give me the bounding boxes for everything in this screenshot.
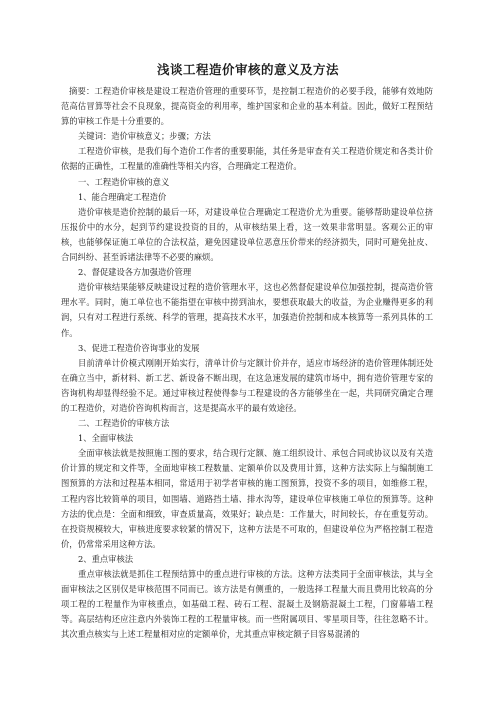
page-title: 浅谈工程造价审核的意义及方法 <box>156 62 339 77</box>
paragraph: 2、督促建设各方加强造价管理 <box>78 267 192 278</box>
paragraph: 工程造价审核，是我们每个造价工作者的重要职能，其任务是审查有关工程造价规定和各类计价依据的正确性，工程量的准确性等相关内容，合理确定工程造价。 <box>61 146 433 172</box>
paragraph: 造价审核结果能够反映建设过程的造价管理水平，这也必然督促建设单位加强控制，提高造价管理水平。同时，施工单位也不能指望在审核中捞到油水，要想获取最大的收益，为企业赚得更多的利润，只有对工程进行系统、科学的管理，提高技术水平，加强造价控制和成本核算等一系列具体的工作。 <box>61 282 433 338</box>
paragraph: 二、工程造价的审核方法 <box>78 418 170 429</box>
paragraph: 造价审核是造价控制的最后一环，对建设单位合理确定工程造价尤为重要。能够帮助建设单位挤压报价中的水分，起到节约建设投资的目的，从审核结果上看，这一效果非常明显。客观公正的审核，也能够保证施工单位的合法权益，避免因建设单位恶意压价带来的经济损失，同时可避免扯皮、合同纠纷、甚至诉诸法律等不必要的麻烦。 <box>61 206 433 263</box>
paragraph: 全面审核法就是按照施工图的要求，结合现行定额、施工组织设计、承包合同或协议以及有关造价计算的规定和文件等，全面地审核工程数量、定额单价以及费用计算，这种方法实际上与编制施工图预算的方法和过程基本相同，常适用于初学者审核的施工图预算，投资不多的项目，如维修工程，工程内容比较简单的项目，如围墙、道路挡土墙、排水沟等，建设单位审核施工单位的预算等。这种方法的优点是：全面和细致，审查质量高，效果好；缺点是：工作量大，时间较长，存在重复劳动。在投资规模较大，审核进度要求较紧的情况下，这种方法是不可取的，但建设单位为严格控制工程造价，仍常常采用这种方法。 <box>61 448 433 549</box>
paragraph: 重点审核法就是抓住工程预结算中的重点进行审核的方法。这种方法类同于全面审核法，其与全面审核法之区别仅是审核范围不同而已。该方法是有侧重的，一般选择工程量大而且费用比较高的分项工程的工程量作为审核重点，如基础工程、砖石工程、混凝土及钢筋混凝土工程，门窗幕墙工程等。高层结构还应注意内外装饰工程的工程量审核。而一些附属项目、零星项目等，往往忽略不计。其次重点核实与上述工程量相对应的定额单价，尤其重点审核定额子目容易混淆的 <box>61 569 433 640</box>
paragraph: 1、能合理确定工程造价 <box>78 191 167 202</box>
paragraph: 1、全面审核法 <box>78 433 134 444</box>
paragraph: 2、重点审核法 <box>78 553 134 564</box>
paragraph: 3、促进工程造价咨询事业的发展 <box>78 342 200 353</box>
paragraph: 摘要：工程造价审核是建设工程造价管理的重要环节，是控制工程造价的必要手段，能够有效地防范高估冒算等社会不良现象，提高资金的利用率，维护国家和企业的基本利益。因此，做好工程预结算的审核工作是十分重要的。 <box>61 86 433 127</box>
paragraph: 一、工程造价审核的意义 <box>78 176 170 187</box>
article-body <box>61 84 433 642</box>
paragraph: 目前清单计价模式刚刚开始实行，清单计价与定额计价并存，适应市场经济的造价管理体制还处在确立当中，新材料、新工艺、新设备不断出现，在这急速发展的建筑市场中，拥有造价管理专家的咨询机构却显得经验不足。通过审核过程使得参与工程建设的各方能够坐在一起，共同研究确定合理的工程造价，对造价咨询机构而言，这是提高水平的最有效途径。 <box>61 357 433 413</box>
paragraph: 关键词：造价审核意义；步骤；方法 <box>78 131 211 142</box>
